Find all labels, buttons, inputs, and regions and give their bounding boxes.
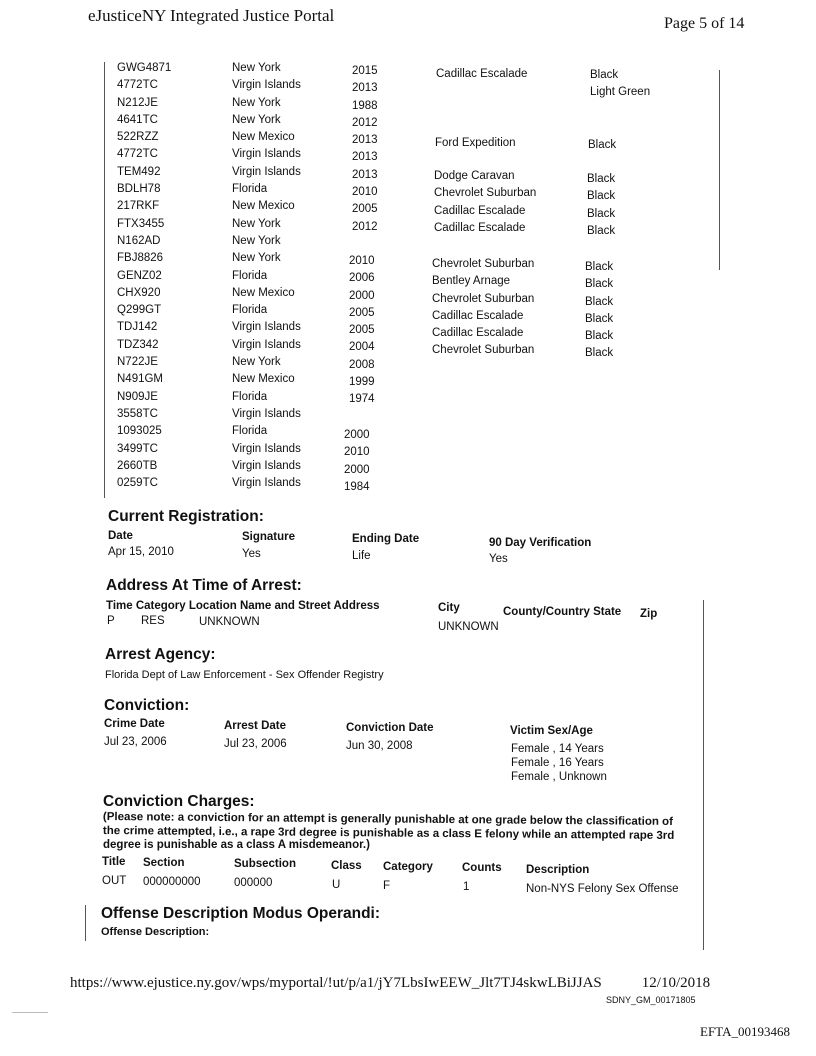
list-cell: 2010 <box>344 446 370 459</box>
list-cell: FTX3455 <box>117 217 165 230</box>
list-cell: TDJ142 <box>117 321 158 334</box>
list-cell: 522RZZ <box>117 131 159 144</box>
list-cell: New York <box>232 356 281 369</box>
conviction-title: Conviction: <box>104 697 190 714</box>
list-cell: 3558TC <box>117 407 158 420</box>
address-county-header: County/Country State <box>503 606 622 618</box>
registration-ending-header: Ending Date <box>352 533 420 545</box>
registration-verification-header: 90 Day Verification <box>489 537 592 549</box>
registration-verification: Yes <box>489 553 508 565</box>
list-cell: 2005 <box>349 306 375 319</box>
footer-url <box>70 975 710 992</box>
bates-stamp: SDNY_GM_00171805 <box>606 995 696 1005</box>
list-cell: 1988 <box>352 99 378 112</box>
address-title: Address At Time of Arrest: <box>106 577 302 594</box>
list-cell: 2004 <box>349 341 375 354</box>
list-cell: 2660TB <box>117 459 158 472</box>
list-cell: 2005 <box>349 324 375 337</box>
list-cell: Virgin Islands <box>232 338 301 351</box>
list-cell: N491GM <box>117 373 164 386</box>
list-cell: 2013 <box>352 134 378 147</box>
list-cell: Light Green <box>590 86 651 99</box>
list-cell: Black <box>585 312 614 325</box>
footer-rule <box>12 1012 48 1013</box>
registration-signature: Yes <box>242 548 261 560</box>
charge-description-header: Description <box>526 864 590 876</box>
list-cell: 217RKF <box>117 200 160 213</box>
list-cell: GWG4871 <box>117 62 172 74</box>
list-cell: Florida <box>232 304 268 317</box>
footer-url-text: https://www.ejustice.ny.gov/wps/myportal/!ut/p/a1/jY7LbsIwEEW_Jlt7TJ4skwLBiJJAS <box>70 975 602 991</box>
registration-date: Apr 15, 2010 <box>108 546 174 558</box>
list-cell: 2013 <box>352 82 378 95</box>
right-border <box>719 70 720 270</box>
list-cell: 2010 <box>352 186 378 199</box>
list-cell: 4772TC <box>117 148 158 161</box>
right-border-lower <box>703 600 704 950</box>
list-cell: BDLH78 <box>117 183 161 196</box>
list-cell: 3499TC <box>117 442 158 455</box>
color-column-b <box>588 137 616 154</box>
list-cell: Black <box>590 69 619 81</box>
list-cell: N212JE <box>117 96 158 109</box>
left-border <box>104 62 105 498</box>
list-cell: New York <box>232 234 281 247</box>
address-location: UNKNOWN <box>199 616 260 628</box>
list-cell: 4772TC <box>117 79 158 92</box>
registration-date-header: Date <box>108 530 133 542</box>
color-column-a <box>590 67 650 102</box>
list-cell: Ford Expedition <box>435 137 516 149</box>
list-cell: 2000 <box>344 463 370 476</box>
charges-note-3: degree is punishable as a class A misdemeanor.) <box>103 839 370 851</box>
victim-list <box>511 742 607 784</box>
list-cell: 2013 <box>352 168 378 181</box>
list-cell: 2006 <box>349 272 375 285</box>
color-column-d <box>585 259 613 363</box>
year-column-b <box>349 253 375 409</box>
left-border-lower <box>85 905 86 941</box>
list-cell: Female , Unknown <box>511 771 607 783</box>
crime-date-header: Crime Date <box>104 718 165 730</box>
charge-section-header: Section <box>143 857 185 869</box>
list-cell: 2012 <box>352 116 378 129</box>
list-cell: New Mexico <box>232 131 295 144</box>
list-cell: Chevrolet Suburban <box>432 258 535 270</box>
list-cell: Black <box>585 347 614 360</box>
list-cell: Virgin Islands <box>232 165 301 178</box>
list-cell: Chevrolet Suburban <box>434 187 537 200</box>
list-cell: Virgin Islands <box>232 79 301 92</box>
charge-class-header: Class <box>331 860 362 872</box>
list-cell: Cadillac Escalade <box>432 327 524 340</box>
list-cell: GENZ02 <box>117 269 162 282</box>
efta-number: EFTA_00193468 <box>700 1024 790 1039</box>
list-cell: Cadillac Escalade <box>432 309 524 322</box>
list-cell: Black <box>585 278 614 291</box>
list-cell: New York <box>232 217 281 230</box>
list-cell: 1984 <box>344 480 370 493</box>
charge-title-header: Title <box>102 856 126 868</box>
list-cell: Virgin Islands <box>232 442 301 455</box>
list-cell: TDZ342 <box>117 338 159 351</box>
list-cell: Virgin Islands <box>232 148 301 161</box>
list-cell: Black <box>585 261 614 273</box>
list-cell: 2012 <box>352 220 378 233</box>
list-cell: TEM492 <box>117 165 161 178</box>
charge-subsection: 000000 <box>234 877 273 889</box>
list-cell: Black <box>585 330 614 343</box>
footer-date: 12/10/2018 <box>641 975 711 991</box>
charge-section: 000000000 <box>143 876 201 888</box>
agency-name: Florida Dept of Law Enforcement - Sex Offender Registry <box>105 669 384 681</box>
list-cell: 2008 <box>349 358 375 371</box>
list-cell: Virgin Islands <box>232 407 301 420</box>
list-cell: Dodge Caravan <box>434 170 515 182</box>
list-cell: 2005 <box>352 203 378 216</box>
list-cell: New York <box>232 113 281 126</box>
conviction-date: Jun 30, 2008 <box>346 740 413 752</box>
list-cell: Black <box>588 139 617 151</box>
list-cell: 2000 <box>344 429 370 441</box>
registration-title: Current Registration: <box>108 508 264 525</box>
victim-header: Victim Sex/Age <box>510 725 593 737</box>
list-cell: Black <box>585 295 614 308</box>
charge-description: Non-NYS Felony Sex Offense <box>526 883 679 895</box>
charge-category-header: Category <box>383 861 433 873</box>
list-cell: Female , 16 Years <box>511 757 604 769</box>
make-column-b <box>435 135 516 152</box>
page-number: Page 5 of 14 <box>664 15 745 32</box>
list-cell: 2013 <box>352 151 378 164</box>
state-column <box>232 60 301 492</box>
list-cell: Florida <box>232 390 268 403</box>
list-cell: 4641TC <box>117 113 158 126</box>
list-cell: CHX920 <box>117 286 161 299</box>
list-cell: New York <box>232 62 281 74</box>
offense-label: Offense Description: <box>101 926 210 938</box>
charge-category: F <box>383 880 391 892</box>
list-cell: Black <box>587 207 616 220</box>
address-zip-header: Zip <box>640 608 658 620</box>
list-cell: FBJ8826 <box>117 252 164 265</box>
conviction-date-header: Conviction Date <box>346 722 434 734</box>
list-cell: Virgin Islands <box>232 477 301 490</box>
list-cell: 2010 <box>349 255 375 267</box>
year-column-c <box>344 427 370 496</box>
list-cell: Florida <box>232 183 268 196</box>
charges-note-1: (Please note: a conviction for an attempt is generally punishable at one grade below the classification of <box>102 811 673 828</box>
list-cell: New Mexico <box>232 200 295 213</box>
address-city: UNKNOWN <box>438 621 499 633</box>
agency-title: Arrest Agency: <box>105 646 216 663</box>
list-cell: New York <box>232 96 281 109</box>
offense-title: Offense Description Modus Operandi: <box>101 905 381 922</box>
arrest-date-header: Arrest Date <box>224 720 286 732</box>
make-column-c <box>434 168 536 237</box>
color-column-c <box>587 171 615 240</box>
list-cell: Cadillac Escalade <box>434 221 526 234</box>
crime-date: Jul 23, 2006 <box>104 736 167 748</box>
make-column-d <box>432 256 534 360</box>
list-cell: Chevrolet Suburban <box>432 344 535 357</box>
year-column-a <box>352 63 378 236</box>
list-cell: 2000 <box>349 289 375 302</box>
list-cell: Q299GT <box>117 304 162 317</box>
list-cell: New York <box>232 252 281 265</box>
arrest-date: Jul 23, 2006 <box>224 738 287 750</box>
charges-note-2: the crime attempted, i.e., a rape 3rd degree is punishable as a class E felony while an attempted rape 3rd <box>102 825 675 842</box>
list-cell: New Mexico <box>232 286 295 299</box>
registration-signature-header: Signature <box>242 531 296 543</box>
make-column-a <box>436 66 527 83</box>
address-time: P <box>107 615 115 627</box>
list-cell: 0259TC <box>117 477 158 490</box>
address-category: RES <box>141 615 165 627</box>
address-header: Time Category Location Name and Street Address <box>106 600 380 612</box>
list-cell: Virgin Islands <box>232 459 301 472</box>
list-cell: 1093025 <box>117 425 162 438</box>
charge-counts-header: Counts <box>462 862 502 874</box>
charge-counts: 1 <box>463 881 470 893</box>
list-cell: N722JE <box>117 356 158 369</box>
charges-title: Conviction Charges: <box>103 793 255 810</box>
list-cell: Virgin Islands <box>232 321 301 334</box>
list-cell: Chevrolet Suburban <box>432 292 535 305</box>
list-cell: N162AD <box>117 234 161 247</box>
list-cell: 1999 <box>349 376 375 389</box>
list-cell: Cadillac Escalade <box>436 68 528 80</box>
address-city-header: City <box>438 602 460 614</box>
charge-title: OUT <box>102 875 127 887</box>
list-cell: New Mexico <box>232 373 295 386</box>
charge-subsection-header: Subsection <box>234 858 296 870</box>
registration-ending: Life <box>352 550 371 562</box>
list-cell: 2015 <box>352 65 378 77</box>
list-cell: Black <box>587 224 616 237</box>
charge-class: U <box>332 879 341 891</box>
portal-title: eJusticeNY Integrated Justice Portal <box>88 6 335 25</box>
list-cell: Bentley Arnage <box>432 275 511 288</box>
list-cell: Black <box>587 190 616 203</box>
list-cell: Cadillac Escalade <box>434 204 526 217</box>
list-cell: Florida <box>232 425 268 438</box>
list-cell: Female , 14 Years <box>511 743 604 755</box>
plate-column <box>117 60 171 492</box>
list-cell: Florida <box>232 269 268 282</box>
list-cell: N909JE <box>117 390 158 403</box>
list-cell: Black <box>587 173 616 185</box>
list-cell: 1974 <box>349 393 375 406</box>
